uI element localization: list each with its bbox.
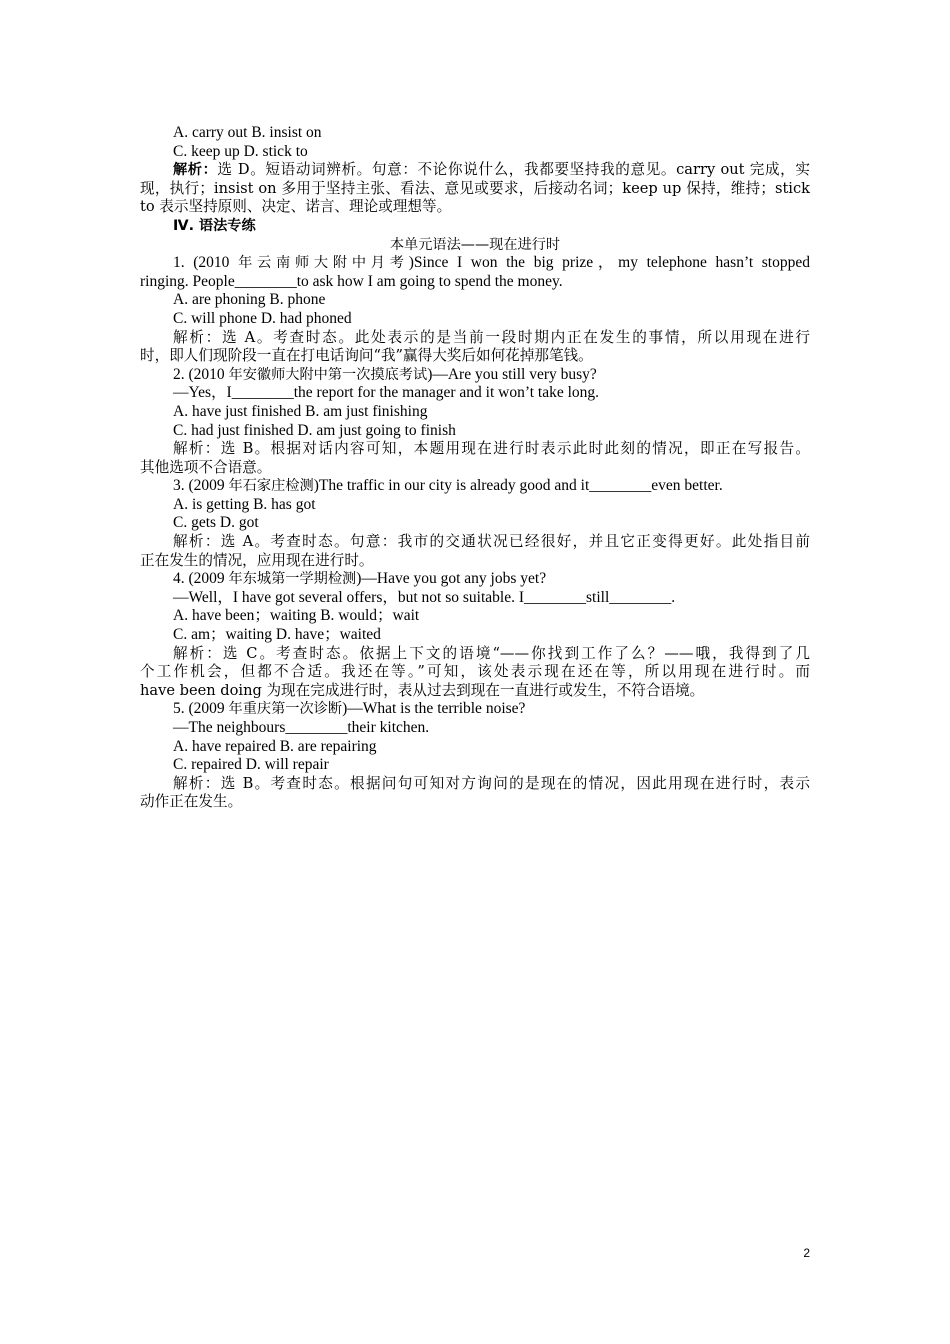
page-content xyxy=(140,124,810,812)
question-number: 4. (2009 xyxy=(173,570,229,588)
question-number: 2. (2010 xyxy=(173,365,229,383)
option-line: C. repaired D. will repair xyxy=(173,756,329,774)
question-stem xyxy=(140,366,810,385)
question-text: )Since I won the big prize，my telephone hasn’t stopped xyxy=(408,254,810,272)
explanation-line: 解析：选 B。根据对话内容可知，本题用现在进行时表示此时此刻的情况，即正在写报告。 xyxy=(173,440,810,458)
option-line: A. carry out B. insist on xyxy=(173,124,322,141)
question-stem-continued: ringing. People________to ask how I am going to spend the money. xyxy=(140,272,563,290)
option-line: A. are phoning B. phone xyxy=(173,291,326,309)
option-line: C. will phone D. had phoned xyxy=(173,309,352,327)
option-line: A. is getting B. has got xyxy=(173,495,316,513)
question-text: )—Have you got any jobs yet? xyxy=(356,570,547,588)
explanation-text: 选 D。短语动词辨析。句意：不论你说什么，我都要坚持我的意见。carry out 完成，实 xyxy=(217,161,810,179)
explanation-line: 正在发生的情况，应用现在进行时。 xyxy=(140,551,374,569)
option-line: A. have repaired B. are repairing xyxy=(173,737,377,755)
explanation-line xyxy=(140,161,810,180)
question-stem xyxy=(140,570,810,589)
explanation-line: 动作正在发生。 xyxy=(140,793,243,811)
option-line: A. have been；waiting B. would；wait xyxy=(173,607,420,625)
question-stem xyxy=(140,254,810,273)
explanation-line: 时，即人们现阶段一直在打电话询问“我”赢得大奖后如何花掉那笔钱。 xyxy=(140,347,593,365)
option-line: C. gets D. got xyxy=(173,514,259,532)
page-number: 2 xyxy=(803,1246,810,1260)
question-text: )—Are you still very busy? xyxy=(427,365,597,383)
question-text: )—What is the terrible noise? xyxy=(342,700,526,718)
question-stem-continued: —Yes，I________the report for the manager and it won’t take long. xyxy=(173,384,600,402)
question-source: 年重庆第一次诊断 xyxy=(228,701,343,718)
option-line: C. had just finished D. am just going to finish xyxy=(173,421,456,439)
question-stem xyxy=(140,477,810,496)
explanation-line: have been doing 为现在完成进行时，表从过去到现在一直进行或发生，不符合语境。 xyxy=(140,681,705,699)
question-source: 年石家庄检测 xyxy=(228,478,314,495)
question-stem-continued: —Well，I have got several offers，but not so suitable. I________still________. xyxy=(173,588,676,606)
option-line: C. keep up D. stick to xyxy=(173,142,308,160)
explanation-line: 个工作机会，但都不合适。我还在等。”可知，该处表示现在还在等，所以用现在进行时。而 xyxy=(140,663,810,681)
question-number: 3. (2009 xyxy=(173,477,229,495)
unit-title: 本单元语法——现在进行时 xyxy=(389,236,561,253)
explanation-line: 解析：选 A。考查时态。句意：我市的交通状况已经很好，并且它正变得更好。此处指目前 xyxy=(173,533,810,551)
explanation-line: to 表示坚持原则、决定、诺言、理论或理想等。 xyxy=(140,198,452,216)
option-line: C. am；waiting D. have；waited xyxy=(173,626,381,644)
explanation-label: 解析： xyxy=(173,162,218,179)
question-source: 年云南师大附中月考 xyxy=(238,255,409,272)
option-line: A. have just finished B. am just finishing xyxy=(173,402,428,420)
question-stem-continued: —The neighbours________their kitchen. xyxy=(173,719,430,736)
explanation-line: 解析：选 A。考查时态。此处表示的是当前一段时期内正在发生的事情，所以用现在进行 xyxy=(173,328,810,346)
section-title: Ⅳ. 语法专练 xyxy=(173,217,256,234)
question-number: 5. (2009 xyxy=(173,700,229,718)
explanation-line: 其他选项不合语意。 xyxy=(140,458,272,476)
question-number: 1. (2010 xyxy=(173,254,239,272)
question-source: 年安徽师大附中第一次摸底考试 xyxy=(228,366,428,383)
explanation-line: 解析：选 C。考查时态。依据上下文的语境“——你找到工作了么？——哦，我得到了几 xyxy=(173,644,810,662)
question-source: 年东城第一学期检测 xyxy=(228,571,357,588)
question-stem xyxy=(140,700,810,719)
question-text: )The traffic in our city is already good and it________even better. xyxy=(313,477,723,495)
explanation-line: 解析：选 B。考查时态。根据问句可知对方询问的是现在的情况，因此用现在进行时，表示 xyxy=(173,774,810,792)
explanation-line: 现，执行；insist on 多用于坚持主张、看法、意见或要求，后接动名词；keep up 保持，维持；stick xyxy=(140,179,810,197)
